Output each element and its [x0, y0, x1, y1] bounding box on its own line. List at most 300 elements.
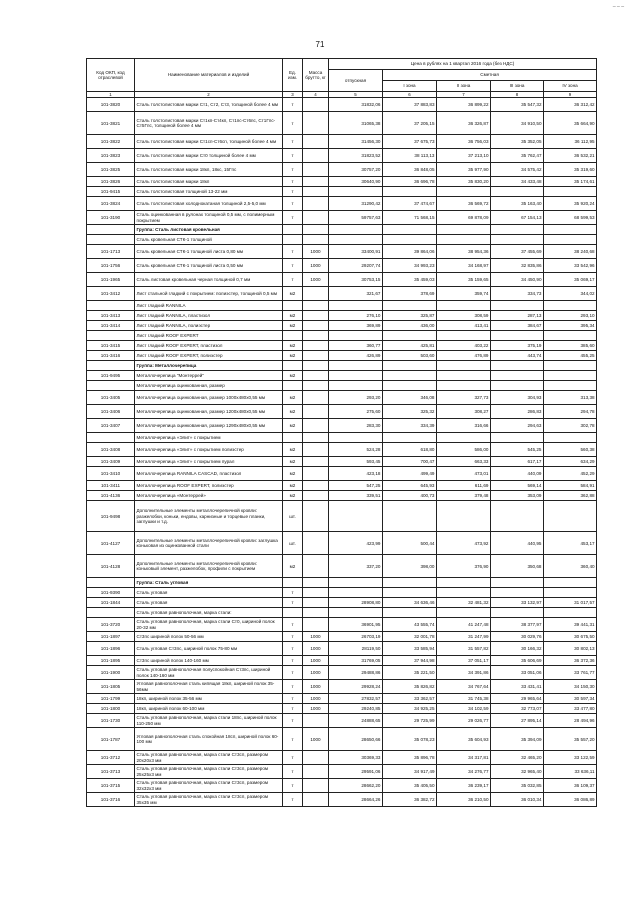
- row-release-price: [329, 588, 383, 598]
- row-unit: т: [283, 656, 303, 666]
- row-code: 101-1900: [87, 666, 135, 680]
- row-name: Сталь толстолистовая холоднокатаная толщиной 2,5-5,0 мм: [135, 197, 283, 211]
- row-mass: [303, 598, 329, 608]
- row-mass: [303, 177, 329, 187]
- row-zone-1-price: 37 205,15: [383, 112, 437, 135]
- row-release-price: [329, 381, 383, 391]
- row-zone-2-price: [437, 235, 491, 245]
- row-name: Сталь угловая равнополочная, марка стали:: [135, 608, 283, 618]
- row-release-price: 369,89: [329, 321, 383, 331]
- row-release-price: [329, 501, 383, 532]
- row-zone-1-price: [383, 371, 437, 381]
- row-release-price: [329, 235, 383, 245]
- row-zone-1-price: [383, 608, 437, 618]
- row-zone-1-price: 29 725,99: [383, 714, 437, 728]
- header-release-price: отпускная: [329, 70, 383, 92]
- row-zone-3-price: 32 465,20: [491, 751, 544, 765]
- row-zone-1-price: [383, 588, 437, 598]
- row-mass: [303, 578, 329, 588]
- row-mass: [303, 225, 329, 235]
- row-zone-2-price: 38 954,36: [437, 245, 491, 259]
- row-unit: т: [283, 211, 303, 225]
- row-zone-3-price: 35 547,32: [491, 98, 544, 112]
- row-release-price: [329, 361, 383, 371]
- row-zone-2-price: 34 276,77: [437, 765, 491, 779]
- column-number: 4: [303, 92, 329, 98]
- row-mass: [303, 491, 329, 501]
- row-zone-3-price: 35 606,69: [491, 656, 544, 666]
- row-code: 101-3824: [87, 197, 135, 211]
- table-row: [87, 694, 597, 704]
- row-zone-4-price: 36 086,89: [544, 793, 597, 807]
- row-release-price: 423,18: [329, 467, 383, 481]
- row-name: Ст3пс шириной полок 140-160 мм: [135, 656, 283, 666]
- row-zone-3-price: 37 455,69: [491, 245, 544, 259]
- row-zone-4-price: 68 599,53: [544, 211, 597, 225]
- row-mass: [303, 588, 329, 598]
- row-zone-2-price: 35 604,93: [437, 728, 491, 751]
- row-zone-2-price: 36 210,50: [437, 793, 491, 807]
- row-name: Сталь угловая равнополочная, марка стали Ст3сп, размером 20х20х3 мм: [135, 751, 283, 765]
- row-zone-1-price: 37 883,83: [383, 98, 437, 112]
- row-zone-4-price: 293,10: [544, 311, 597, 321]
- row-release-price: 275,60: [329, 405, 383, 419]
- row-zone-1-price: 35 078,23: [383, 728, 437, 751]
- table-row: [87, 391, 597, 405]
- row-release-price: 36901,95: [329, 618, 383, 632]
- row-unit: т: [283, 588, 303, 598]
- row-mass: [303, 714, 329, 728]
- table-row: [87, 301, 597, 311]
- row-zone-2-price: [437, 501, 491, 532]
- row-zone-4-price: 35 664,90: [544, 112, 597, 135]
- row-zone-2-price: 31 557,82: [437, 642, 491, 656]
- row-release-price: 28650,66: [329, 728, 383, 751]
- row-zone-2-price: 34 102,59: [437, 704, 491, 714]
- column-number: 5: [329, 92, 383, 98]
- row-name: Угловая равнополочная сталь кипящая 18кп, шириной полок 35-56мм: [135, 680, 283, 694]
- table-row: [87, 211, 597, 225]
- row-zone-4-price: 313,38: [544, 391, 597, 405]
- row-mass: [303, 457, 329, 467]
- row-release-price: 593,45: [329, 457, 383, 467]
- row-zone-2-price: 36 899,22: [437, 98, 491, 112]
- row-zone-3-price: 569,14: [491, 481, 544, 491]
- row-zone-3-price: 27 895,14: [491, 714, 544, 728]
- row-name: Угловая равнополочная сталь спокойная 18сп, шириной полок 60-100 мм: [135, 728, 283, 751]
- row-code: [87, 235, 135, 245]
- row-zone-1-price: 39 864,06: [383, 245, 437, 259]
- row-zone-4-price: 36 372,36: [544, 656, 597, 666]
- row-code: 101-1805: [87, 680, 135, 694]
- row-zone-2-price: 29 026,77: [437, 714, 491, 728]
- row-name: Лист гладкий RANNILA, полиэстер: [135, 321, 283, 331]
- row-release-price: 31769,05: [329, 656, 383, 666]
- row-zone-2-price: 41 247,48: [437, 618, 491, 632]
- row-zone-2-price: 473,01: [437, 467, 491, 481]
- row-zone-3-price: 294,63: [491, 419, 544, 433]
- row-mass: [303, 187, 329, 197]
- row-unit: т: [283, 666, 303, 680]
- column-number: 7: [437, 92, 491, 98]
- row-code: 101-3414: [87, 321, 135, 331]
- row-zone-2-price: [437, 301, 491, 311]
- row-mass: [303, 618, 329, 632]
- row-release-price: 28119,50: [329, 642, 383, 656]
- row-name: Сталь толстолистовая толщиной 13-22 мм: [135, 187, 283, 197]
- row-unit: т: [283, 149, 303, 163]
- row-zone-1-price: 35 459,03: [383, 273, 437, 287]
- row-zone-1-price: 33 585,94: [383, 642, 437, 656]
- row-mass: [303, 211, 329, 225]
- column-number: 9: [544, 92, 597, 98]
- row-zone-2-price: [437, 588, 491, 598]
- row-zone-3-price: [491, 433, 544, 443]
- row-release-price: 59757,63: [329, 211, 383, 225]
- row-name: Металлочерепица «Элит» с покрытием пурал: [135, 457, 283, 467]
- row-zone-1-price: 35 826,82: [383, 680, 437, 694]
- row-release-price: 423,99: [329, 532, 383, 555]
- row-name: Лист гладкий RANNILA, пластизол: [135, 311, 283, 321]
- row-code: 101-1756: [87, 259, 135, 273]
- row-release-price: 29207,74: [329, 259, 383, 273]
- row-name: Сталь оцинкованная в рулонах толщиной 0,5 мм, с полимерным покрытием: [135, 211, 283, 225]
- row-zone-2-price: [437, 361, 491, 371]
- row-name: Сталь угловая равнополочная полуспокойная Ст3пс, шириной полок 140-160 мм: [135, 666, 283, 680]
- row-zone-3-price: 617,17: [491, 457, 544, 467]
- row-name: Лист гладкий RANNILA: [135, 301, 283, 311]
- row-zone-3-price: 34 910,50: [491, 112, 544, 135]
- row-zone-3-price: 34 450,90: [491, 273, 544, 287]
- row-zone-4-price: 30 802,13: [544, 642, 597, 656]
- row-zone-3-price: [491, 301, 544, 311]
- row-release-price: 426,89: [329, 351, 383, 361]
- row-zone-4-price: 31 017,57: [544, 598, 597, 608]
- row-zone-4-price: [544, 501, 597, 532]
- row-name: Сталь толстолистовая марки Ст1, Ст2, Ст3, толщиной более 4 мм: [135, 98, 283, 112]
- row-zone-2-price: 379,48: [437, 491, 491, 501]
- row-mass: 1000: [303, 666, 329, 680]
- row-zone-4-price: [544, 381, 597, 391]
- row-unit: т: [283, 598, 303, 608]
- row-zone-1-price: 325,87: [383, 311, 437, 321]
- row-zone-2-price: 34 317,81: [437, 751, 491, 765]
- row-zone-2-price: 34 168,97: [437, 259, 491, 273]
- row-zone-4-price: 28 494,96: [544, 714, 597, 728]
- table-row: [87, 245, 597, 259]
- row-zone-1-price: 34 917,49: [383, 765, 437, 779]
- table-row: [87, 177, 597, 187]
- row-zone-1-price: 425,81: [383, 341, 437, 351]
- row-code: [87, 433, 135, 443]
- row-zone-4-price: 36 112,95: [544, 135, 597, 149]
- row-name: Сталь толстолистовая марки Ст0 толщиной более 4 мм: [135, 149, 283, 163]
- row-zone-4-price: 33 636,11: [544, 765, 597, 779]
- column-number: 8: [491, 92, 544, 98]
- row-name: Сталь угловая равнополочная, марка стали Ст3сп, размером 35х35 мм: [135, 793, 283, 807]
- table-row: [87, 608, 597, 618]
- row-code: 101-1713: [87, 245, 135, 259]
- row-code: 101-3715: [87, 779, 135, 793]
- price-table: [86, 58, 597, 807]
- row-code: [87, 331, 135, 341]
- row-name: Лист гладкий ROOF EXPERT: [135, 331, 283, 341]
- row-zone-4-price: 39 441,31: [544, 618, 597, 632]
- row-unit: м2: [283, 555, 303, 578]
- table-row: [87, 311, 597, 321]
- row-zone-3-price: 32 965,40: [491, 765, 544, 779]
- row-name: Сталь угловая равнополочная, марка стали Ст0, шириной полок 20-32 мм: [135, 618, 283, 632]
- row-zone-3-price: 30 029,76: [491, 632, 544, 642]
- row-code: 101-3822: [87, 135, 135, 149]
- row-name: Сталь угловая: [135, 598, 283, 608]
- row-code: [87, 381, 135, 391]
- row-zone-1-price: [383, 225, 437, 235]
- row-zone-4-price: 362,88: [544, 491, 597, 501]
- row-zone-2-price: 403,22: [437, 341, 491, 351]
- row-unit: [283, 608, 303, 618]
- row-mass: [303, 779, 329, 793]
- row-name: Металлочерепица оцинкованная, размер 1000х480х0,55 мм: [135, 391, 283, 405]
- row-release-price: 29591,06: [329, 765, 383, 779]
- row-unit: т: [283, 197, 303, 211]
- row-zone-2-price: 476,89: [437, 351, 491, 361]
- group-header-row: [87, 578, 597, 588]
- row-zone-4-price: 34 150,30: [544, 680, 597, 694]
- row-unit: т: [283, 779, 303, 793]
- table-row: [87, 666, 597, 680]
- row-zone-2-price: [437, 381, 491, 391]
- row-name: Металлочерепица «Элит» с покрытием: [135, 433, 283, 443]
- row-release-price: 31290,42: [329, 197, 383, 211]
- row-release-price: 547,25: [329, 481, 383, 491]
- row-mass: 1000: [303, 704, 329, 714]
- row-zone-3-price: 35 163,40: [491, 197, 544, 211]
- row-zone-1-price: 400,73: [383, 491, 437, 501]
- row-zone-4-price: 302,78: [544, 419, 597, 433]
- row-zone-4-price: 38 240,68: [544, 245, 597, 259]
- row-release-price: 26703,19: [329, 632, 383, 642]
- row-release-price: [329, 331, 383, 341]
- row-zone-1-price: 645,93: [383, 481, 437, 491]
- row-name: Сталь кровельная СТК-1 толщиной листа 0,50 мм: [135, 259, 283, 273]
- row-unit: [283, 578, 303, 588]
- table-row: [87, 728, 597, 751]
- row-release-price: 33400,91: [329, 245, 383, 259]
- row-zone-4-price: [544, 361, 597, 371]
- row-zone-2-price: [437, 331, 491, 341]
- row-name: Металлочерепица «Монтеррей»: [135, 491, 283, 501]
- row-zone-1-price: 334,39: [383, 419, 437, 433]
- row-name: Сталь кровельная СТК-1 толщиной: [135, 235, 283, 245]
- row-code: 101-1896: [87, 642, 135, 656]
- row-mass: [303, 301, 329, 311]
- row-code: 101-4136: [87, 491, 135, 501]
- table-row: [87, 321, 597, 331]
- row-mass: [303, 311, 329, 321]
- row-zone-3-price: 34 433,48: [491, 177, 544, 187]
- table-row: [87, 405, 597, 419]
- row-mass: [303, 793, 329, 807]
- row-mass: 1000: [303, 245, 329, 259]
- table-row: [87, 112, 597, 135]
- row-zone-3-price: 33 132,97: [491, 598, 544, 608]
- row-unit: м2: [283, 391, 303, 405]
- row-name: Сталь угловая равнополочная, марка стали Ст3сп, размером 32х32х3 мм: [135, 779, 283, 793]
- row-name: Дополнительные элементы металлочерепичной кровли: разжелобки, коньки, ендовы, карнизные и торцевые планки, заглушки и т.д.: [135, 501, 283, 532]
- row-code: 101-3405: [87, 391, 135, 405]
- row-zone-3-price: 384,67: [491, 321, 544, 331]
- row-code: 101-3823: [87, 149, 135, 163]
- row-zone-3-price: [491, 235, 544, 245]
- row-code: 101-1897: [87, 632, 135, 642]
- row-zone-4-price: 35 069,17: [544, 273, 597, 287]
- row-zone-2-price: 308,59: [437, 311, 491, 321]
- row-code: 101-4127: [87, 532, 135, 555]
- row-zone-4-price: [544, 578, 597, 588]
- row-unit: м2: [283, 467, 303, 481]
- row-zone-4-price: [544, 371, 597, 381]
- row-name: Ст3пс шириной полок 50-56 мм: [135, 632, 283, 642]
- row-zone-1-price: [383, 433, 437, 443]
- row-release-price: [329, 187, 383, 197]
- row-zone-1-price: 35 221,50: [383, 666, 437, 680]
- row-zone-1-price: 38 113,13: [383, 149, 437, 163]
- row-code: 101-1800: [87, 704, 135, 714]
- row-name: 18кп, шириной полок 60-100 мм: [135, 704, 283, 714]
- row-zone-3-price: 440,09: [491, 467, 544, 481]
- row-zone-3-price: 33 051,06: [491, 666, 544, 680]
- table-row: [87, 555, 597, 578]
- table-row: [87, 371, 597, 381]
- row-zone-3-price: 29 965,64: [491, 694, 544, 704]
- row-zone-3-price: 36 010,34: [491, 793, 544, 807]
- row-release-price: 293,20: [329, 391, 383, 405]
- row-zone-1-price: [383, 381, 437, 391]
- row-mass: [303, 135, 329, 149]
- row-zone-1-price: 36 382,72: [383, 793, 437, 807]
- table-row: [87, 765, 597, 779]
- row-release-price: [329, 301, 383, 311]
- row-name: Сталь толстолистовая марки 18кп, 18кс, 15Гпс: [135, 163, 283, 177]
- row-unit: [283, 433, 303, 443]
- row-zone-3-price: [491, 501, 544, 532]
- row-mass: [303, 381, 329, 391]
- row-unit: т: [283, 751, 303, 765]
- column-number: 2: [135, 92, 283, 98]
- row-zone-2-price: 376,90: [437, 555, 491, 578]
- table-row: [87, 259, 597, 273]
- row-code: 101-9415: [87, 187, 135, 197]
- row-unit: т: [283, 714, 303, 728]
- row-zone-1-price: 34 925,25: [383, 704, 437, 714]
- row-unit: м2: [283, 321, 303, 331]
- row-zone-3-price: 353,09: [491, 491, 544, 501]
- row-zone-4-price: [544, 588, 597, 598]
- row-mass: [303, 112, 329, 135]
- row-zone-4-price: 33 477,80: [544, 704, 597, 714]
- row-zone-1-price: 33 362,57: [383, 694, 437, 704]
- row-zone-2-price: 37 213,10: [437, 149, 491, 163]
- group-header-row: [87, 225, 597, 235]
- row-mass: [303, 331, 329, 341]
- row-code: 101-9390: [87, 588, 135, 598]
- row-zone-4-price: 385,60: [544, 341, 597, 351]
- row-zone-2-price: 34 767,64: [437, 680, 491, 694]
- row-mass: [303, 321, 329, 331]
- row-zone-1-price: 34 993,23: [383, 259, 437, 273]
- row-zone-1-price: [383, 235, 437, 245]
- row-code: 101-3713: [87, 765, 135, 779]
- row-code: 101-3407: [87, 419, 135, 433]
- table-row: [87, 632, 597, 642]
- row-name: Металлочерепица ROOF EXPERT, полиэстер: [135, 481, 283, 491]
- table-row: [87, 481, 597, 491]
- row-code: 101-3415: [87, 341, 135, 351]
- row-release-price: 24888,65: [329, 714, 383, 728]
- table-row: [87, 419, 597, 433]
- row-zone-4-price: 584,91: [544, 481, 597, 491]
- header-zone-1: I зона: [383, 81, 437, 92]
- row-zone-4-price: [544, 301, 597, 311]
- row-zone-3-price: 34 575,42: [491, 163, 544, 177]
- row-release-price: 28908,80: [329, 598, 383, 608]
- row-zone-1-price: 43 555,74: [383, 618, 437, 632]
- row-zone-4-price: 36 312,42: [544, 98, 597, 112]
- row-zone-3-price: [491, 361, 544, 371]
- row-release-price: [329, 433, 383, 443]
- row-name: Сталь листовая кровельная черная толщиной 0,7 мм: [135, 273, 283, 287]
- row-zone-3-price: [491, 578, 544, 588]
- row-zone-2-price: 36 569,72: [437, 197, 491, 211]
- row-unit: м2: [283, 481, 303, 491]
- row-zone-2-price: 37 051,17: [437, 656, 491, 666]
- row-unit: т: [283, 765, 303, 779]
- row-zone-2-price: 36 239,17: [437, 779, 491, 793]
- row-name: Сталь угловая равнополочная, марка стали 18пс, шириной полок 110-250 мм: [135, 714, 283, 728]
- table-row: [87, 457, 597, 467]
- row-zone-4-price: 33 761,77: [544, 666, 597, 680]
- row-unit: м2: [283, 311, 303, 321]
- row-unit: шт.: [283, 532, 303, 555]
- table-row: [87, 714, 597, 728]
- row-zone-4-price: [544, 225, 597, 235]
- row-release-price: 276,10: [329, 311, 383, 321]
- row-mass: [303, 405, 329, 419]
- row-zone-1-price: 35 896,78: [383, 751, 437, 765]
- column-number: 6: [383, 92, 437, 98]
- row-mass: [303, 433, 329, 443]
- row-code: [87, 225, 135, 235]
- row-name: Сталь угловая: [135, 588, 283, 598]
- row-unit: м2: [283, 341, 303, 351]
- row-zone-1-price: 35 405,50: [383, 779, 437, 793]
- table-row: [87, 351, 597, 361]
- row-zone-2-price: 413,41: [437, 321, 491, 331]
- row-mass: [303, 235, 329, 245]
- row-zone-3-price: [491, 371, 544, 381]
- row-unit: [283, 235, 303, 245]
- row-zone-1-price: [383, 501, 437, 532]
- row-unit: т: [283, 98, 303, 112]
- row-zone-1-price: 500,44: [383, 532, 437, 555]
- row-unit: т: [283, 187, 303, 197]
- table-row: [87, 588, 597, 598]
- row-unit: [283, 331, 303, 341]
- row-zone-1-price: 325,32: [383, 405, 437, 419]
- header-zone-3: III зона: [491, 81, 544, 92]
- row-zone-3-price: 35 352,05: [491, 135, 544, 149]
